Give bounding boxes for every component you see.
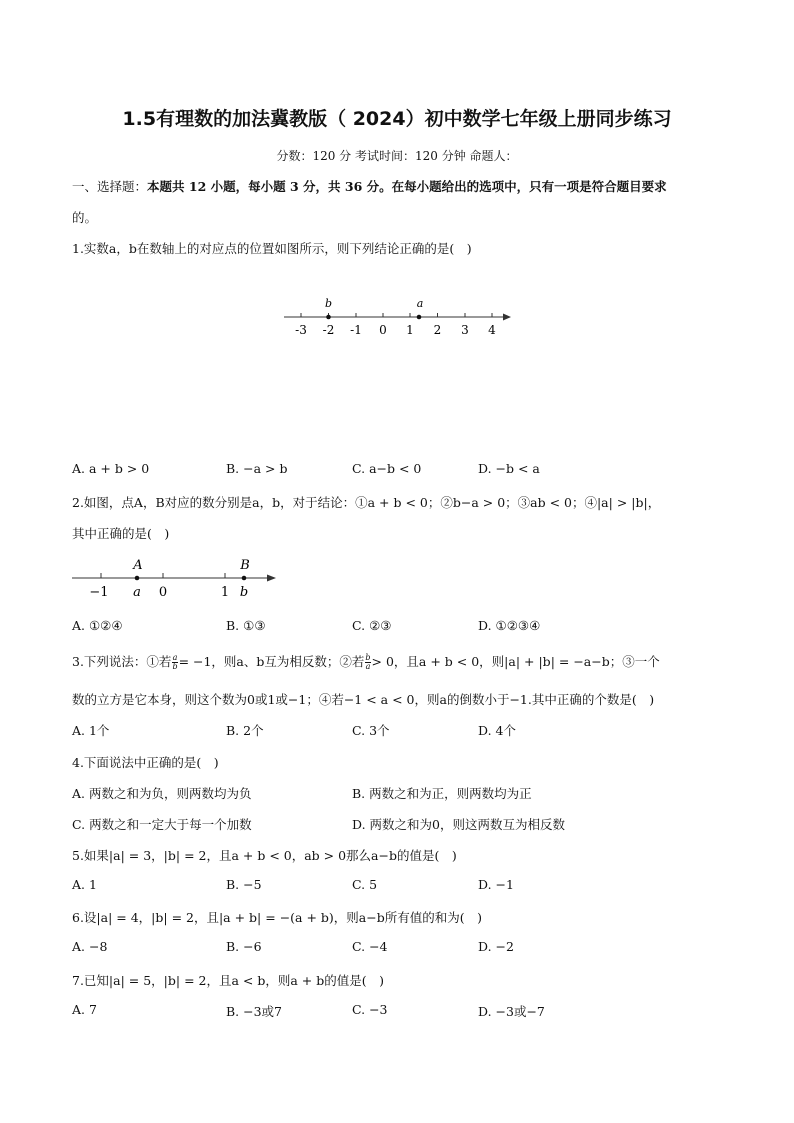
q1-tick-label: -1 (350, 323, 362, 337)
q1-tick-label: 1 (406, 323, 414, 337)
fraction-denominator: b (172, 662, 178, 671)
q1-point-a (417, 315, 422, 320)
q1-tick-label: 2 (433, 323, 442, 337)
q5-option-c[interactable]: C. 5 (352, 877, 378, 892)
section-prefix: 一、选择题： (72, 179, 148, 194)
page-title: 1.5有理数的加法冀教版（ 2024）初中数学七年级上册同步练习 (122, 108, 672, 130)
fraction-numerator: a (172, 653, 178, 662)
section-instructions: 本题共 12 小题，每小题 3 分，共 36 分。在每小题给出的选项中，只有一项是符合题目要求 (147, 179, 667, 194)
q3-fraction-a-over-b (172, 654, 177, 671)
q5-option-b[interactable]: B. −5 (226, 877, 262, 892)
q1-option-c[interactable]: C. a−b < 0 (352, 461, 422, 476)
q7-stem: 7.已知|a| = 5，|b| = 2，且a < b，则a + b的值是( ) (72, 973, 384, 988)
q1-point-a-label: a (416, 297, 424, 310)
q5-stem: 5.如果|a| = 3，|b| = 2，且a + b < 0，ab > 0那么a−b的值是( ) (72, 848, 457, 863)
q2-tick-label: −1 (89, 585, 109, 600)
q2-option-d[interactable]: D. ①②③④ (478, 618, 541, 633)
fraction-denominator: a (365, 662, 371, 671)
q1-point-b (326, 315, 331, 320)
q1-tick-label: 4 (488, 323, 496, 337)
q1-point-b-label: b (324, 297, 333, 310)
q2-point-A-label: A (133, 558, 143, 573)
q2-b-label: b (239, 585, 249, 600)
q2-a-label: a (133, 585, 141, 600)
q7-option-c[interactable]: C. −3 (352, 1002, 388, 1017)
q2-option-a[interactable]: A. ①②④ (72, 618, 123, 633)
q1-stem: 1.实数a，b在数轴上的对应点的位置如图所示，则下列结论正确的是( ) (72, 241, 472, 256)
q5-option-d[interactable]: D. −1 (478, 877, 514, 892)
q4-option-a[interactable]: A. 两数之和为负，则两数均为负 (72, 786, 252, 801)
q3-stem-line2: 数的立方是它本身，则这个数为0或1或−1；④若−1 < a < 0，则a的倒数小于−1.其中正确的个数是( ) (72, 692, 655, 707)
section-heading-cont: 的。 (72, 210, 98, 225)
q1-option-a[interactable]: A. a + b > 0 (72, 461, 150, 476)
q6-stem: 6.设|a| = 4，|b| = 2，且|a + b| = −(a + b)，则a−b所有值的和为( ) (72, 910, 482, 925)
q4-option-b[interactable]: B. 两数之和为正，则两数均为正 (352, 786, 532, 801)
q2-option-c[interactable]: C. ②③ (352, 618, 392, 633)
q3-option-d[interactable]: D. 4个 (478, 723, 516, 738)
q4-stem: 4.下面说法中正确的是( ) (72, 755, 219, 770)
q2-stem-line1: 2.如图，点A，B对应的数分别是a，b，对于结论：①a + b < 0；②b−a > 0；③ab < 0；④|a| > |b|， (72, 495, 661, 510)
q2-number-line (68, 552, 283, 602)
q2-stem-line2: 其中正确的是( ) (72, 526, 170, 541)
q3-stem-line1 (72, 652, 660, 671)
q2-tick-label: 1 (220, 585, 230, 600)
q7-option-d[interactable]: D. −3或−7 (478, 1004, 545, 1019)
q2-point-B (242, 576, 247, 581)
q7-option-a[interactable]: A. 7 (72, 1002, 97, 1017)
q1-tick-label: 3 (461, 323, 469, 337)
q6-option-c[interactable]: C. −4 (352, 939, 388, 954)
q5-option-a[interactable]: A. 1 (72, 877, 97, 892)
q2-tick-label: 0 (158, 585, 168, 600)
q2-option-b[interactable]: B. ①③ (226, 618, 266, 633)
q3-text: 3.下列说法：①若 (72, 654, 172, 669)
q1-number-line (280, 292, 520, 340)
q7-option-b[interactable]: B. −3或7 (226, 1004, 283, 1019)
fraction-numerator: b (365, 653, 371, 662)
q3-option-a[interactable]: A. 1个 (72, 723, 110, 738)
q1-tick-label: -3 (295, 323, 307, 337)
q2-point-A (135, 576, 140, 581)
q1-option-b[interactable]: B. −a > b (226, 461, 288, 476)
q3-text: = −1，则a、b互为相反数；②若 (178, 654, 365, 669)
q6-option-a[interactable]: A. −8 (72, 939, 108, 954)
q6-option-d[interactable]: D. −2 (478, 939, 514, 954)
section-heading (72, 177, 667, 195)
q6-option-b[interactable]: B. −6 (226, 939, 262, 954)
q2-point-B-label: B (240, 558, 250, 573)
q3-text: > 0，且a + b < 0，则|a| + |b| = −a−b；③一个 (371, 654, 660, 669)
q1-tick-label: -2 (322, 323, 335, 337)
q4-option-d[interactable]: D. 两数之和为0，则这两数互为相反数 (352, 817, 565, 832)
q3-fraction-b-over-a (365, 654, 370, 671)
q4-option-c[interactable]: C. 两数之和一定大于每一个加数 (72, 817, 252, 832)
q3-option-c[interactable]: C. 3个 (352, 723, 390, 738)
q1-option-d[interactable]: D. −b < a (478, 461, 540, 476)
q1-tick-label: 0 (379, 323, 387, 337)
exam-info: 分数：120 分 考试时间：120 分钟 命题人： (276, 149, 518, 163)
q3-option-b[interactable]: B. 2个 (226, 723, 264, 738)
